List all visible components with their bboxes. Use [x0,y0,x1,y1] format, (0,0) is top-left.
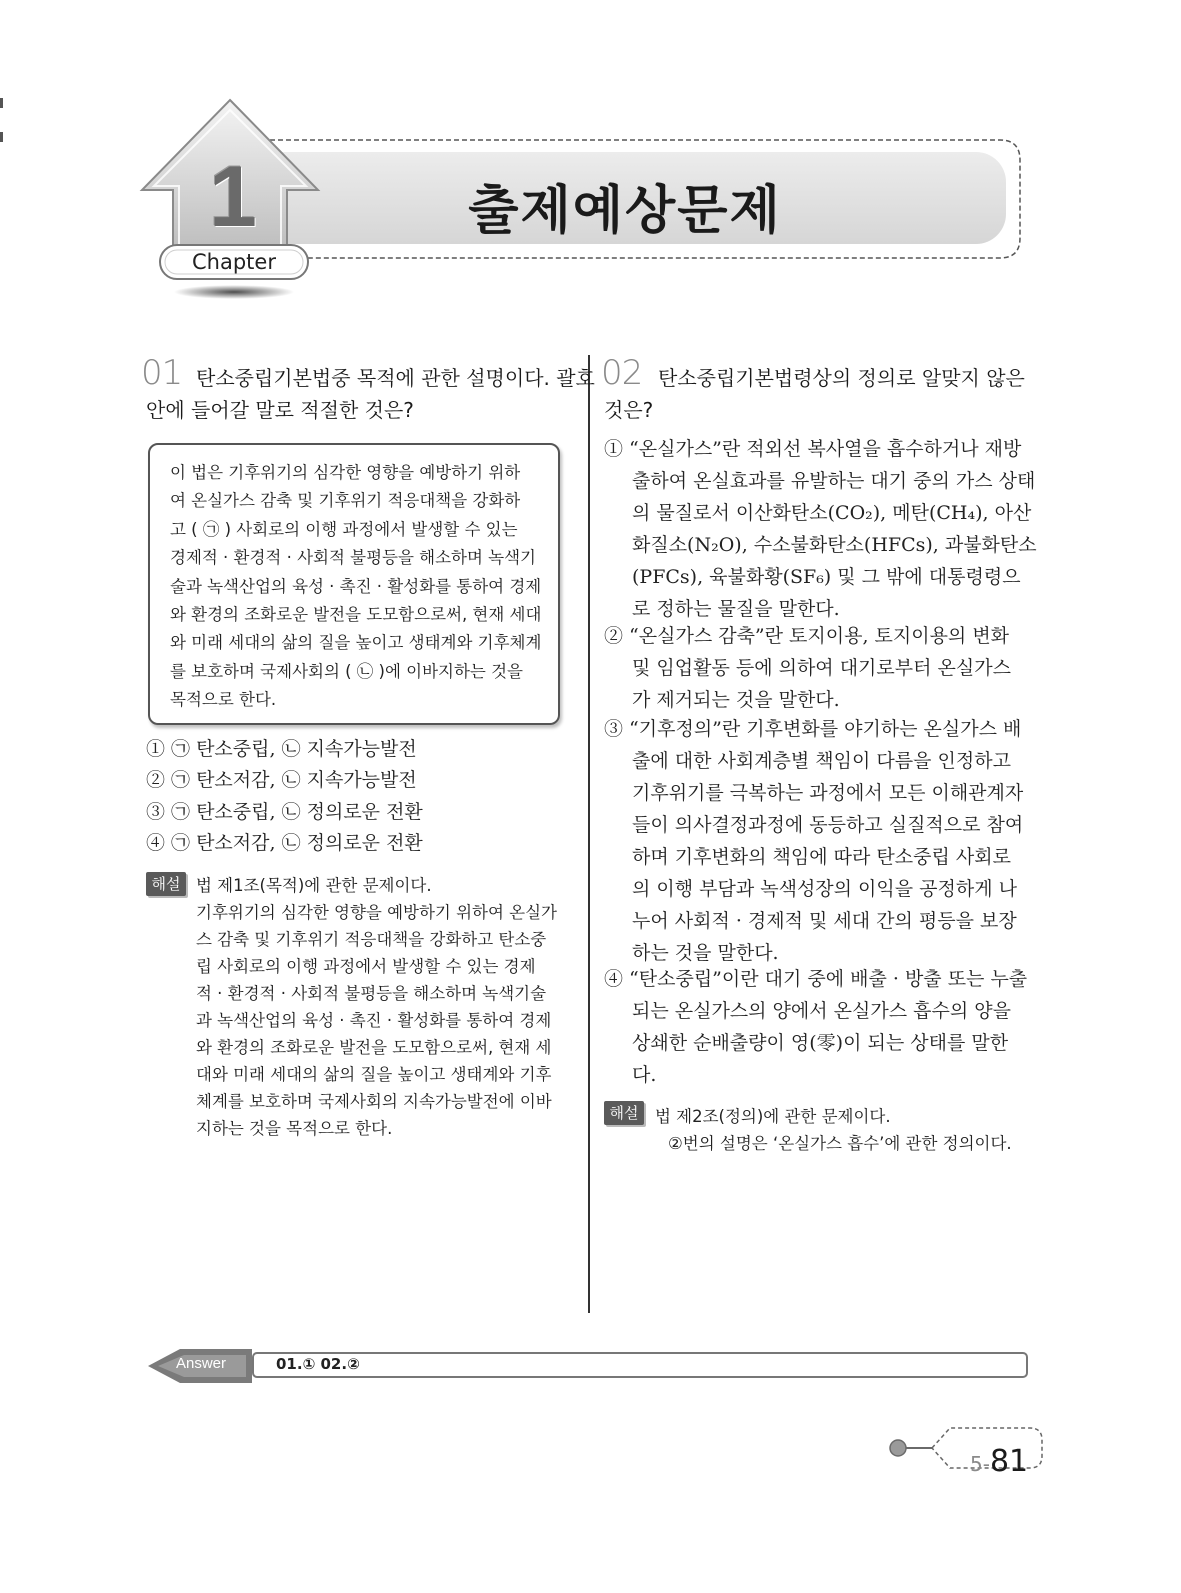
explanation-line: 와 환경의 조화로운 발전을 도모함으로써, 현재 세 [196,1038,552,1057]
answer-bar [252,1352,1028,1378]
option-4[interactable] [604,963,1027,1091]
option-line: 로 정하는 물질을 말한다. [632,598,840,620]
provision-text [170,459,542,715]
provision-line: 와 환경의 조화로운 발전을 도모함으로써, 현재 세대 [170,605,542,625]
option-continuation [604,465,1037,625]
option-1[interactable] [604,433,1037,625]
option-line: 기후위기를 극복하는 과정에서 모든 이해관계자 [632,782,1024,804]
question-text-line1: 탄소중립기본법령상의 정의로 알맞지 않은 [658,366,1025,390]
option-line: ① “온실가스”란 적외선 복사열을 흡수하거나 재방 [604,438,1022,460]
option-4[interactable]: ④ ㉠ 탄소저감, ㉡ 정의로운 전환 [146,832,423,854]
option-line: 가 제거되는 것을 말한다. [632,689,840,711]
option-line: 하며 기후변화의 책임에 따라 탄소중립 사회로 [632,846,1011,868]
option-continuation [604,652,1011,716]
option-line: 출하여 온실효과를 유발하는 대기 중의 가스 상태 [632,470,1036,492]
explanation-line: 적 · 환경적 · 사회적 불평등을 해소하며 녹색기술 [196,984,547,1003]
option-2[interactable]: ② ㉠ 탄소저감, ㉡ 지속가능발전 [146,769,417,791]
question-number: 01 [141,353,183,393]
explanation-line: 스 감축 및 기후위기 적응대책을 강화하고 탄소중 [196,930,547,949]
provision-line: 와 미래 세대의 삶의 질을 높이고 생태계와 기후체계 [170,633,542,653]
answer-label: Answer [176,1355,227,1372]
page-section: 5- [970,1452,990,1476]
explanation-line: 지하는 것을 목적으로 한다. [196,1119,393,1138]
provision-line: 를 보호하며 국제사회의 ( ㉡ )에 이바지하는 것을 [170,661,523,681]
option-line: 하는 것을 말한다. [632,942,779,964]
explanation-line: ②번의 설명은 ‘온실가스 흡수’에 관한 정의이다. [668,1134,1012,1153]
option-line: 출에 대한 사회계층별 책임이 다름을 인정하고 [632,750,1011,772]
option-line: ② “온실가스 감축”란 토지이용, 토지이용의 변화 [604,625,1010,647]
explanation-line: 립 사회로의 이행 과정에서 발생할 수 있는 경제 [196,957,536,976]
page-number-value: 81 [989,1444,1029,1479]
explanation-line: 기후위기의 심각한 영향을 예방하기 위하여 온실가 [196,903,557,922]
option-line: 및 임업활동 등에 의하여 대기로부터 온실가스 [632,657,1011,679]
provision-line: 이 법은 기후위기의 심각한 영향을 예방하기 위하 [170,463,521,482]
column-divider [588,355,590,1313]
answer-values: 01.① 02.② [276,1355,360,1373]
explanation-badge: 해설 [146,872,186,896]
provision-box [148,443,560,725]
question-text-line2: 것은? [604,398,654,422]
provision-line: 여 온실가스 감축 및 기후위기 적응대책을 강화하 [170,491,521,511]
explanation-line: 법 제1조(목적)에 관한 문제이다. [196,876,432,895]
option-line: 의 이행 부담과 녹색성장의 이익을 공정하게 나 [632,878,1017,900]
page-number [970,1444,1028,1479]
option-line: 화질소(N₂O), 수소불화탄소(HFCs), 과불화탄소 [632,534,1037,556]
chapter-number: 1 [209,149,257,245]
chapter-label: Chapter [192,250,276,274]
question-text-line1: 탄소중립기본법중 목적에 관한 설명이다. 괄호 [196,366,595,390]
explanation-line: 과 녹색산업의 육성 · 촉진 · 활성화를 통하여 경제 [196,1011,552,1030]
option-line: 다. [632,1064,657,1086]
option-3[interactable]: ③ ㉠ 탄소중립, ㉡ 정의로운 전환 [146,801,423,823]
explanation-line: 대와 미래 세대의 삶의 질을 높이고 생태계와 기후 [196,1065,552,1084]
explanation-badge: 해설 [604,1101,644,1125]
question-text-line2: 안에 들어갈 말로 적절한 것은? [146,398,414,422]
option-continuation [604,745,1023,969]
option-2[interactable] [604,620,1011,716]
explanation-text [196,872,562,1142]
explanation-line: 체계를 보호하며 국제사회의 지속가능발전에 이바 [196,1092,552,1111]
option-line: ④ “탄소중립”이란 대기 중에 배출 · 방출 또는 누출 [604,968,1028,990]
option-line: 되는 온실가스의 양에서 온실가스 흡수의 양을 [632,1000,1011,1022]
option-line: 누어 사회적 · 경제적 및 세대 간의 평등을 보장 [632,910,1017,932]
explanation-line: 법 제2조(정의)에 관한 문제이다. [655,1107,891,1126]
option-line: 의 물질로서 이산화탄소(CO₂), 메탄(CH₄), 아산 [632,502,1032,524]
option-1[interactable]: ① ㉠ 탄소중립, ㉡ 지속가능발전 [146,738,417,760]
provision-line: 고 ( ㉠ ) 사회로의 이행 과정에서 발생할 수 있는 [170,519,518,539]
explanation-text [655,1103,1012,1157]
question-number: 02 [601,353,643,393]
page-title: 출제예상문제 [468,181,782,241]
option-continuation [604,995,1027,1091]
option-line: 들이 의사결정과정에 동등하고 실질적으로 참여 [632,814,1024,836]
option-3[interactable] [604,713,1023,969]
provision-line: 경제적 · 환경적 · 사회적 불평등을 해소하며 녹색기 [170,548,536,568]
option-line: 상쇄한 순배출량이 영(零)이 되는 상태를 말한 [632,1032,1009,1054]
provision-line: 술과 녹색산업의 육성 · 촉진 · 활성화를 통하여 경제 [170,576,542,596]
provision-line: 목적으로 한다. [170,690,277,710]
option-line: ③ “기후정의”란 기후변화를 야기하는 온실가스 배 [604,718,1022,740]
option-line: (PFCs), 육불화황(SF₆) 및 그 밖에 대통령령으 [632,566,1021,588]
